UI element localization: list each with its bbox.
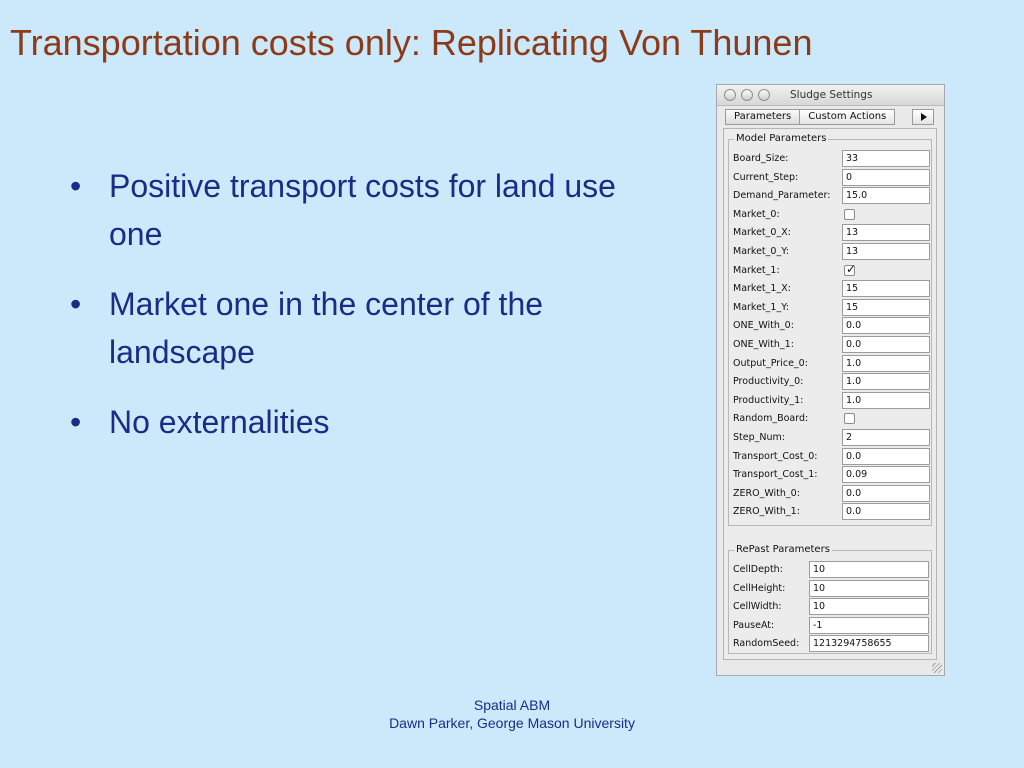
- repast-parameters-title: RePast Parameters: [736, 544, 830, 555]
- bullet-list: [70, 162, 630, 468]
- repast-parameters-group: [728, 544, 932, 654]
- market-1-x-field[interactable]: 15: [842, 280, 930, 297]
- market-0-checkbox[interactable]: [844, 209, 855, 220]
- param-row-demand-parameter: [733, 187, 929, 205]
- market-1-y-field[interactable]: 15: [842, 299, 930, 316]
- one-with-1-field[interactable]: 0.0: [842, 336, 930, 353]
- bullet-item: [70, 398, 630, 446]
- tab-scroll-right-button[interactable]: [912, 109, 934, 125]
- param-label: Step_Num:: [733, 432, 785, 443]
- param-row-transport-cost-1: [733, 466, 929, 484]
- param-label: Output_Price_0:: [733, 357, 808, 369]
- cellheight-field[interactable]: 10: [809, 580, 929, 597]
- current-step-field[interactable]: 0: [842, 169, 930, 186]
- param-label: Market_1_X:: [733, 283, 791, 295]
- footer-course: Spatial ABM: [473, 697, 551, 713]
- tab-custom-actions[interactable]: Custom Actions: [799, 109, 895, 125]
- celldepth-field[interactable]: 10: [809, 561, 929, 578]
- param-row-one-with-0: [733, 317, 929, 335]
- param-label: Random_Board:: [733, 413, 809, 425]
- repast-row-cellheight: [733, 580, 929, 598]
- param-label: Productivity_0:: [733, 376, 804, 388]
- param-label: CellWidth:: [733, 601, 782, 613]
- param-row-random-board: [733, 410, 929, 428]
- bullet-dot: •: [70, 168, 82, 204]
- demand-parameter-field[interactable]: 15.0: [842, 187, 930, 204]
- param-label: CellDepth:: [733, 564, 783, 575]
- param-label: Market_0_Y:: [733, 246, 789, 257]
- param-row-market-0-y: [733, 243, 929, 261]
- param-row-productivity-1: [733, 392, 929, 410]
- param-label: Board_Size:: [733, 153, 789, 164]
- repast-row-cellwidth: [733, 598, 929, 616]
- one-with-0-field[interactable]: 0.0: [842, 317, 930, 334]
- bullet-text: Positive transport costs for land use one: [109, 168, 616, 252]
- param-label: Current_Step:: [733, 171, 799, 183]
- board-size-field[interactable]: 33: [842, 150, 930, 167]
- random-board-checkbox[interactable]: [844, 413, 855, 424]
- param-label: Productivity_1:: [733, 394, 804, 406]
- param-row-market-1: [733, 262, 929, 280]
- slide-title: Transportation costs only: Replicating Von Thunen: [10, 22, 813, 63]
- param-label: Market_1:: [733, 264, 780, 276]
- minimize-window-button[interactable]: [741, 89, 753, 101]
- bullet-dot: •: [70, 286, 82, 322]
- market-0-x-field[interactable]: 13: [842, 224, 930, 241]
- model-parameters-group: [728, 133, 932, 526]
- repast-row-randomseed: [733, 635, 929, 653]
- param-label: ONE_With_0:: [733, 320, 794, 332]
- param-label: PauseAt:: [733, 619, 775, 631]
- param-row-current-step: [733, 169, 929, 187]
- market-0-y-field[interactable]: 13: [842, 243, 930, 260]
- param-row-zero-with-0: [733, 485, 929, 503]
- bullet-item: [70, 280, 630, 376]
- param-row-market-0: [733, 206, 929, 224]
- resize-grip-icon[interactable]: [932, 663, 942, 673]
- param-label: Market_1_Y:: [733, 301, 789, 313]
- zero-with-0-field[interactable]: 0.0: [842, 485, 930, 502]
- param-label: Market_0_X:: [733, 227, 791, 239]
- bullet-text: No externalities: [109, 404, 330, 440]
- transport-cost-1-field[interactable]: 0.09: [842, 466, 930, 483]
- checkmark-icon: ✓: [846, 261, 857, 276]
- param-row-market-1-x: [733, 280, 929, 298]
- market-1-checkbox[interactable]: [844, 261, 857, 276]
- param-row-transport-cost-0: [733, 448, 929, 466]
- param-row-market-1-y: [733, 299, 929, 317]
- param-row-market-0-x: [733, 224, 929, 242]
- param-label: RandomSeed:: [733, 638, 800, 650]
- close-window-button[interactable]: [724, 89, 736, 101]
- footer-author: Dawn Parker, George Mason University: [389, 715, 635, 731]
- param-row-one-with-1: [733, 336, 929, 354]
- model-parameters-title: Model Parameters: [736, 133, 827, 144]
- param-row-board-size: [733, 150, 929, 168]
- pauseat-field[interactable]: -1: [809, 617, 929, 634]
- window-title: Sludge Settings: [790, 89, 873, 101]
- param-label: Market_0:: [733, 208, 780, 220]
- tab-bar: [725, 109, 894, 125]
- param-row-productivity-0: [733, 373, 929, 391]
- bullet-text: Market one in the center of the landscape: [109, 286, 544, 370]
- randomseed-field[interactable]: 1213294758655: [809, 635, 929, 652]
- repast-row-celldepth: [733, 561, 929, 579]
- param-label: ONE_With_1:: [733, 339, 794, 350]
- zoom-window-button[interactable]: [758, 89, 770, 101]
- step-num-field[interactable]: 2: [842, 429, 930, 446]
- bullet-item: [70, 162, 630, 258]
- param-row-zero-with-1: [733, 503, 929, 521]
- param-label: ZERO_With_0:: [733, 487, 800, 499]
- param-label: Transport_Cost_1:: [733, 469, 818, 481]
- productivity-0-field[interactable]: 1.0: [842, 373, 930, 390]
- param-label: ZERO_With_1:: [733, 506, 800, 518]
- param-row-output-price-0: [733, 355, 929, 373]
- parameters-panel: [723, 128, 937, 660]
- cellwidth-field[interactable]: 10: [809, 598, 929, 615]
- zero-with-1-field[interactable]: 0.0: [842, 503, 930, 520]
- slide-footer: [0, 696, 1024, 732]
- tab-parameters[interactable]: Parameters: [725, 109, 800, 125]
- param-label: CellHeight:: [733, 582, 786, 594]
- productivity-1-field[interactable]: 1.0: [842, 392, 930, 409]
- window-titlebar[interactable]: [717, 85, 944, 106]
- transport-cost-0-field[interactable]: 0.0: [842, 448, 930, 465]
- param-label: Transport_Cost_0:: [733, 450, 818, 462]
- param-label: Demand_Parameter:: [733, 190, 831, 202]
- bullet-dot: •: [70, 404, 82, 440]
- output-price-0-field[interactable]: 1.0: [842, 355, 930, 372]
- param-row-step-num: [733, 429, 929, 447]
- repast-row-pauseat: [733, 617, 929, 635]
- sludge-settings-window: [716, 84, 945, 676]
